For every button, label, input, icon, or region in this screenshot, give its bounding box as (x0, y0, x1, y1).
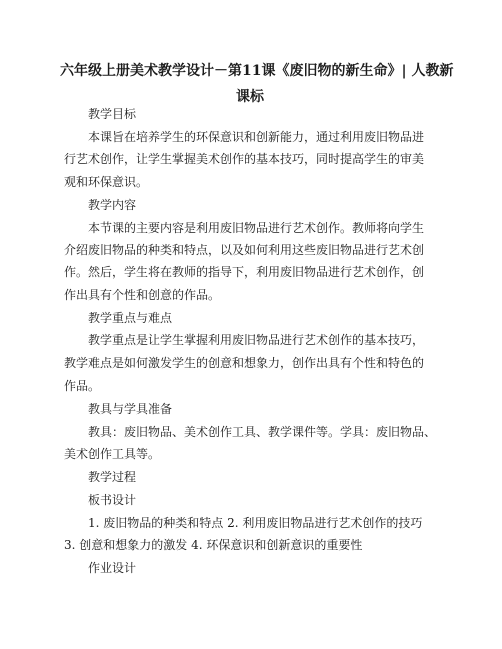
paragraph-line: 1. 废旧物品的种类和特点 2. 利用废旧物品进行艺术创作的技巧 (88, 516, 423, 530)
paragraph-line: 美术创作工具等。 (64, 447, 161, 461)
paragraph-line: 3. 创意和想象力的激发 4. 环保意识和创新意识的重要性 (64, 538, 363, 552)
paragraph-line: 本课旨在培养学生的环保意识和创新能力，通过利用废旧物品进 (88, 130, 425, 144)
heading-homework-design: 作业设计 (88, 561, 137, 575)
paragraph-line: 教学重点是让学生掌握利用废旧物品进行艺术创作的基本技巧， (88, 333, 425, 347)
paragraph-line: 教学难点是如何激发学生的创意和想象力，创作出具有个性和特色的 (64, 356, 425, 370)
heading-key-points: 教学重点与难点 (88, 311, 173, 325)
paragraph-line: 作出具有个性和创意的作品。 (64, 288, 221, 302)
document-title-line-2: 课标 (236, 89, 264, 105)
paragraph-line: 作品。 (64, 379, 101, 393)
heading-blackboard-design: 板书设计 (88, 493, 137, 507)
heading-teaching-content: 教学内容 (88, 198, 137, 212)
heading-teaching-objectives: 教学目标 (88, 107, 137, 121)
paragraph-line: 作。然后，学生将在教师的指导下，利用废旧物品进行艺术创作，创 (64, 265, 425, 279)
heading-teaching-process: 教学过程 (88, 470, 137, 484)
paragraph-line: 本节课的主要内容是利用废旧物品进行艺术创作。教师将向学生 (88, 221, 425, 235)
heading-materials: 教具与学具准备 (88, 402, 173, 416)
paragraph-line: 介绍废旧物品的种类和特点，以及如何利用这些废旧物品进行艺术创 (64, 243, 425, 257)
paragraph-line: 行艺术创作，让学生掌握美术创作的基本技巧，同时提高学生的审美 (64, 152, 425, 166)
paragraph-line: 教具：废旧物品、美术创作工具、教学课件等。学具：废旧物品、 (88, 425, 437, 439)
document-title-line-1: 六年级上册美术教学设计－第11课《废旧物的新生命》| 人教新 (60, 63, 454, 79)
paragraph-line: 观和环保意识。 (64, 175, 149, 189)
